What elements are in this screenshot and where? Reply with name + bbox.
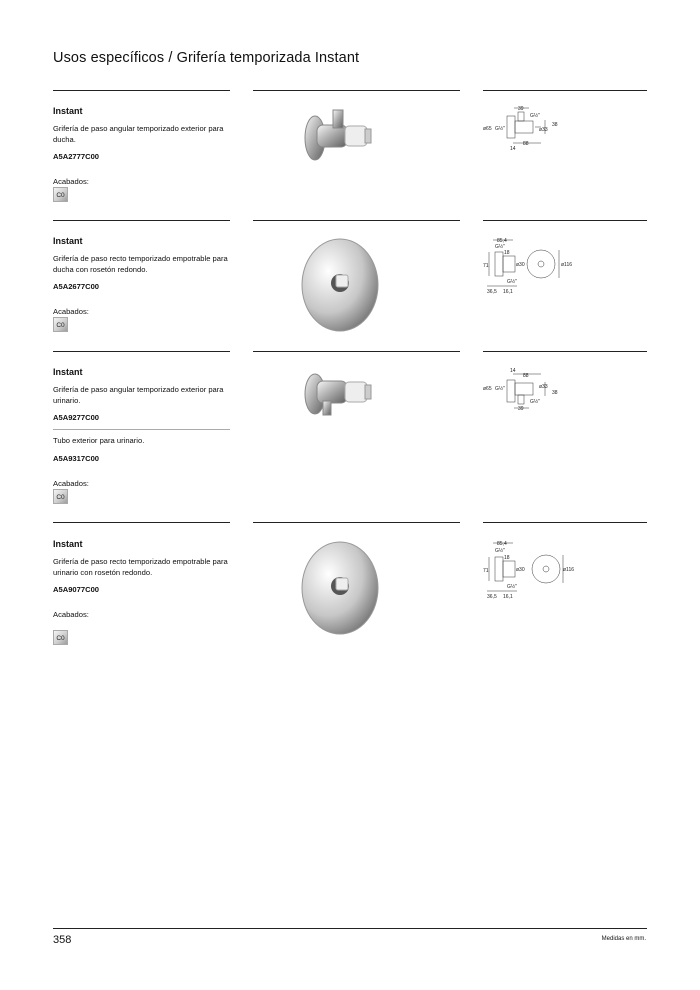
finish-swatch: C0 xyxy=(53,489,68,504)
row-rule xyxy=(53,220,230,221)
dim-label: ø30 xyxy=(516,567,525,573)
round-tap-photo xyxy=(295,235,385,335)
dim-label: 71 xyxy=(483,263,489,269)
finishes-label: Acabados: xyxy=(53,610,89,619)
dim-label: G½" xyxy=(507,279,517,285)
page-number: 358 xyxy=(53,934,72,946)
dim-label: 36,5 xyxy=(487,289,497,295)
dim-label: G½" xyxy=(495,548,505,554)
dim-label: 14 xyxy=(510,146,516,152)
dim-label: G½" xyxy=(507,584,517,590)
dim-label: 88 xyxy=(523,141,529,147)
row-rule xyxy=(483,522,647,523)
dim-label: G½" xyxy=(530,399,540,405)
product-title: Instant xyxy=(53,367,83,377)
dim-label: G½" xyxy=(495,244,505,250)
dim-label: 88 xyxy=(523,373,529,379)
dim-label: 14 xyxy=(510,368,516,374)
row-rule xyxy=(483,90,647,91)
accessory-description: Tubo exterior para urinario. xyxy=(53,436,145,445)
dim-label: G½" xyxy=(495,126,505,132)
row-rule xyxy=(53,90,230,91)
product-description: Grifería de paso recto temporizado empotrable para urinario con rosetón redondo. xyxy=(53,557,228,577)
row-rule xyxy=(53,351,230,352)
finishes-label: Acabados: xyxy=(53,307,89,316)
angular-tap-photo xyxy=(295,100,385,170)
finishes-label: Acabados: xyxy=(53,177,89,186)
dim-label: ø116 xyxy=(563,567,575,573)
urinal-round-drawing xyxy=(483,537,583,601)
dim-label: ø33 xyxy=(539,384,548,390)
row-rule xyxy=(483,220,647,221)
dim-label: ø116 xyxy=(561,262,573,268)
finish-swatch: C0 xyxy=(53,187,68,202)
finish-swatch: C0 xyxy=(53,317,68,332)
urinal-angular-tap-photo xyxy=(295,366,385,426)
product-description: Grifería de paso recto temporizado empotrable para ducha con rosetón redondo. xyxy=(53,254,228,274)
dim-label: ø33 xyxy=(539,127,548,133)
dim-label: 85,4 xyxy=(497,238,507,244)
footer-note: Medidas en mm. xyxy=(601,936,646,942)
dim-label: G½" xyxy=(530,113,540,119)
product-description: Grifería de paso angular temporizado exterior para ducha. xyxy=(53,124,224,144)
dim-label: 18 xyxy=(504,555,510,561)
product-block xyxy=(53,106,231,186)
dim-label: 18 xyxy=(504,250,510,256)
divider xyxy=(53,429,230,430)
product-code: A5A2777C00 xyxy=(53,152,100,161)
dim-label: 39 xyxy=(518,406,524,412)
product-title: Instant xyxy=(53,236,83,246)
dim-label: 38 xyxy=(552,122,558,128)
dim-label: G½" xyxy=(495,386,505,392)
round-tap-drawing xyxy=(483,232,583,296)
dim-label: 16,1 xyxy=(503,594,513,600)
footer-rule xyxy=(53,928,647,929)
row-rule xyxy=(253,522,460,523)
row-rule xyxy=(53,522,230,523)
dim-label: 39 xyxy=(518,106,524,112)
dim-label: 16,1 xyxy=(503,289,513,295)
product-title: Instant xyxy=(53,539,83,549)
urinal-angular-drawing xyxy=(483,366,563,416)
product-accessory xyxy=(53,436,231,488)
product-description: Grifería de paso angular temporizado exterior para urinario. xyxy=(53,385,224,405)
product-block xyxy=(53,367,231,422)
dim-label: ø65 xyxy=(483,126,492,132)
product-block xyxy=(53,539,231,619)
product-block xyxy=(53,236,231,316)
finish-swatch: C0 xyxy=(53,630,68,645)
row-rule xyxy=(253,351,460,352)
dim-label: 36,5 xyxy=(487,594,497,600)
product-title: Instant xyxy=(53,106,83,116)
row-rule xyxy=(253,220,460,221)
angular-tap-drawing xyxy=(483,102,563,152)
product-code: A5A2677C00 xyxy=(53,282,100,291)
page-title: Usos específicos / Grifería temporizada Instant xyxy=(53,50,360,66)
dim-label: ø65 xyxy=(483,386,492,392)
row-rule xyxy=(253,90,460,91)
dim-label: 38 xyxy=(552,390,558,396)
urinal-round-tap-photo xyxy=(295,538,385,638)
product-code: A5A9277C00 xyxy=(53,413,100,422)
dim-label: 85,4 xyxy=(497,541,507,547)
dim-label: ø30 xyxy=(516,262,525,268)
accessory-code: A5A9317C00 xyxy=(53,453,100,463)
product-code: A5A9077C00 xyxy=(53,585,100,594)
dim-label: 71 xyxy=(483,568,489,574)
finishes-label: Acabados: xyxy=(53,478,89,488)
row-rule xyxy=(483,351,647,352)
